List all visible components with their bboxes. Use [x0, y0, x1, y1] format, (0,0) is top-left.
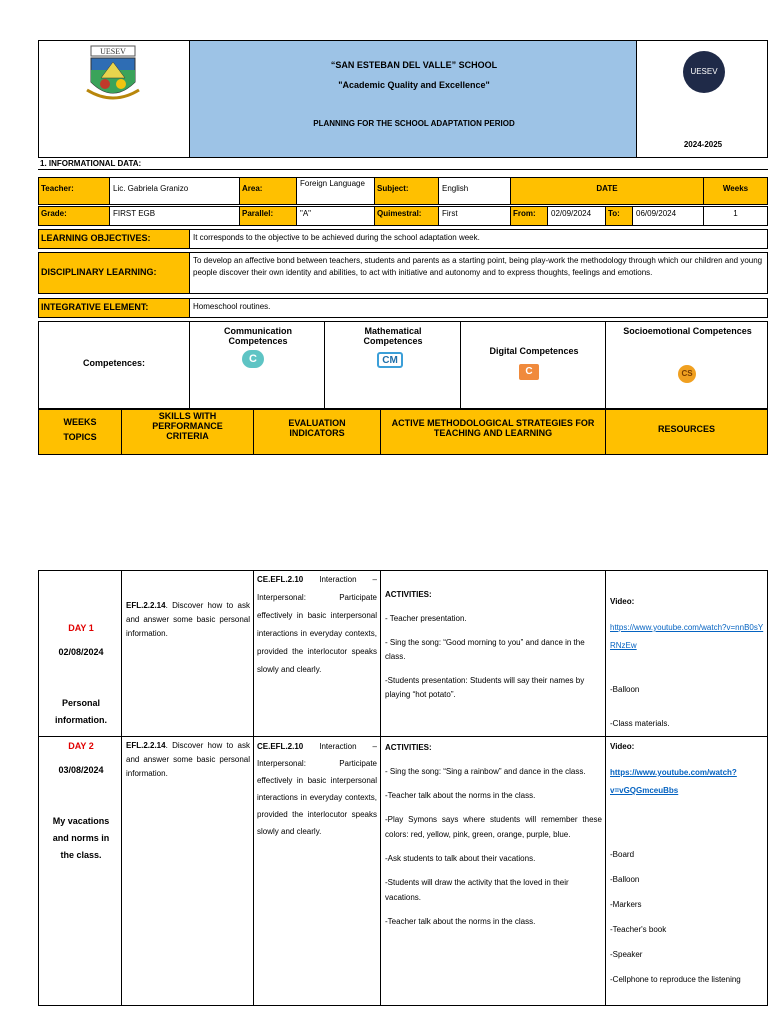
day2-strategies-cell [380, 736, 606, 1006]
day1-resource: -Balloon [610, 685, 640, 694]
day1-strategies-cell [380, 570, 606, 737]
day2-indicator-cell [253, 736, 381, 1006]
school-name: “SAN ESTEBAN DEL VALLE” SCHOOL [330, 60, 498, 70]
column-topics: TOPICS [63, 432, 97, 442]
socioemotional-competences-title: Socioemotional Competences [623, 326, 752, 336]
day1-activities-title: ACTIVITIES: [385, 590, 432, 599]
mathematical-competences-title: Mathematical Competences [363, 326, 423, 346]
day1-indicator-cell [253, 570, 381, 737]
communication-competences-title: Communication Competences [223, 326, 292, 346]
day2-indicator-text: Interaction – Interpersonal: Participate effectively in basic interpersonal interactions in everyday contexts, provided the interlocutor speaks slowly and clearly. [257, 742, 377, 836]
day1-indicator-code: CE.EFL.2.10 [257, 575, 304, 584]
day1-skill-cell [121, 570, 254, 737]
day2-activity: -Ask students to talk about their vacations. [385, 854, 536, 863]
communication-competences-cell [189, 321, 325, 409]
day2-video-label: Video: [610, 742, 635, 751]
day2-resource: -Balloon [610, 875, 640, 884]
planning-title: PLANNING FOR THE SCHOOL ADAPTATION PERIOD [313, 119, 515, 128]
day2-activity: -Play Symons says where students will remember these colors: red, yellow, pink, green, orange, purple, blue. [385, 815, 602, 839]
subject-label: Subject: [374, 177, 439, 205]
day2-skill-code: EFL.2.2.14 [126, 741, 166, 750]
digital-icon: C [519, 364, 539, 380]
subject-value: English [438, 177, 511, 205]
day2-activity: -Teacher talk about the norms in the class. [385, 791, 536, 800]
competences-label-text: Competences: [82, 358, 145, 368]
day1-indicator-text: Interaction – Interpersonal: Participate effectively in basic interpersonal interactions in everyday contexts, provided the interlocutor speaks slowly and clearly. [257, 575, 377, 674]
from-label: From: [510, 206, 548, 226]
to-label: To: [605, 206, 633, 226]
learning-objectives-label: LEARNING OBJECTIVES: [38, 229, 190, 249]
header-logo-cell [38, 40, 190, 158]
socioemotional-icon: CS [678, 365, 696, 383]
grade-label: Grade: [38, 206, 110, 226]
weeks-value: 1 [703, 206, 768, 226]
mathematical-icon: CM [377, 352, 403, 368]
area-label: Area: [239, 177, 297, 205]
disciplinary-learning-value: To develop an affective bond between teachers, students and parents as a starting point, being play-work the methodology through which our children and young people discover their own identity and abilities, to act with initiative and autonomy and to express thoughts, feelings and emotions. [189, 252, 768, 294]
divider [38, 169, 768, 170]
column-weeks-topics [38, 409, 122, 455]
day2-resource: -Speaker [610, 950, 643, 959]
column-resources: RESOURCES [605, 409, 768, 455]
day1-topic: Personal information. [55, 698, 107, 725]
day2-skill-text: . Discover how to ask and answer some basic personal information. [126, 741, 250, 778]
day2-resource: -Teacher's book [610, 925, 667, 934]
header-title-cell [189, 40, 637, 158]
quimestral-label: Quimestral: [374, 206, 439, 226]
day2-resource: -Board [610, 850, 635, 859]
day2-date: 03/08/2024 [58, 765, 104, 775]
quimestral-value: First [438, 206, 511, 226]
communication-icon: C [242, 350, 264, 368]
learning-objectives-value: It corresponds to the objective to be achieved during the school adaptation week. [189, 229, 768, 249]
disciplinary-learning-label: DISCIPLINARY LEARNING: [38, 252, 190, 294]
day2-video-link[interactable]: https://www.youtube.com/watch?v=vGQGmceuBbs [610, 768, 737, 795]
area-value: Foreign Language [296, 177, 375, 205]
day2-activity: -Teacher talk about the norms in the class. [385, 917, 536, 926]
school-year: 2024-2025 [683, 140, 723, 149]
day1-resource: -Class materials. [610, 719, 670, 728]
teacher-value: Lic. Gabriela Granizo [109, 177, 240, 205]
header-year-cell [636, 40, 768, 158]
day1-skill-text: . Discover how to ask and answer some basic personal information. [126, 601, 250, 638]
school-logo [83, 44, 143, 106]
day1-date: 02/08/2024 [58, 647, 104, 657]
day1-video-link[interactable]: https://www.youtube.com/watch?v=nnB0sYRNzEw [610, 623, 764, 650]
column-indicators: EVALUATION INDICATORS [253, 409, 381, 455]
parallel-label: Parallel: [239, 206, 297, 226]
integrative-element-label: INTEGRATIVE ELEMENT: [38, 298, 190, 318]
uesev-badge: UESEV [683, 51, 725, 93]
day2-activity: - Sing the song: “Sing a rainbow” and dance in the class. [385, 767, 586, 776]
logo-text: UESEV [100, 47, 126, 56]
date-label: DATE [510, 177, 704, 205]
day1-resources-cell [605, 570, 768, 737]
day1-week-cell [38, 570, 122, 737]
grade-value: FIRST EGB [109, 206, 240, 226]
school-motto: "Academic Quality and Excellence" [338, 80, 490, 90]
day1-skill-code: EFL.2.2.14 [126, 601, 166, 610]
day2-resource: -Cellphone to reproduce the listening [610, 975, 741, 984]
from-value: 02/09/2024 [547, 206, 606, 226]
day2-topic: My vacations and norms in the class. [52, 816, 110, 860]
digital-competences-cell [460, 321, 606, 409]
day2-indicator-code: CE.EFL.2.10 [257, 742, 304, 751]
column-weeks: WEEKS [63, 417, 97, 427]
day2-activity: -Students will draw the activity that the loved in their vacations. [385, 878, 569, 902]
day1-activity: -Students presentation: Students will say their names by playing “hot potato”. [385, 676, 585, 699]
day2-resource: -Markers [610, 900, 642, 909]
day1-activity: - Teacher presentation. [385, 614, 467, 623]
weeks-label: Weeks [703, 177, 768, 205]
competences-label [38, 321, 190, 409]
day2-week-cell [38, 736, 122, 1006]
mathematical-competences-cell [324, 321, 461, 409]
to-value: 06/09/2024 [632, 206, 704, 226]
day2-resources-cell [605, 736, 768, 1006]
column-skills: SKILLS WITH PERFORMANCE CRITERIA [121, 409, 254, 455]
day2-label: DAY 2 [68, 741, 94, 751]
digital-competences-title: Digital Competences [489, 346, 579, 356]
parallel-value: "A" [296, 206, 375, 226]
day2-skill-cell [121, 736, 254, 1006]
column-strategies: ACTIVE METHODOLOGICAL STRATEGIES FOR TEACHING AND LEARNING [380, 409, 606, 455]
day1-video-label: Video: [610, 597, 635, 606]
day2-activities-title: ACTIVITIES: [385, 743, 432, 752]
socioemotional-competences-cell [605, 321, 768, 409]
day1-activity: - Sing the song: “Good morning to you” and dance in the class. [385, 638, 585, 661]
teacher-label: Teacher: [38, 177, 110, 205]
section-title: 1. INFORMATIONAL DATA: [40, 159, 142, 168]
day1-label: DAY 1 [68, 623, 94, 633]
integrative-element-value: Homeschool routines. [189, 298, 768, 318]
